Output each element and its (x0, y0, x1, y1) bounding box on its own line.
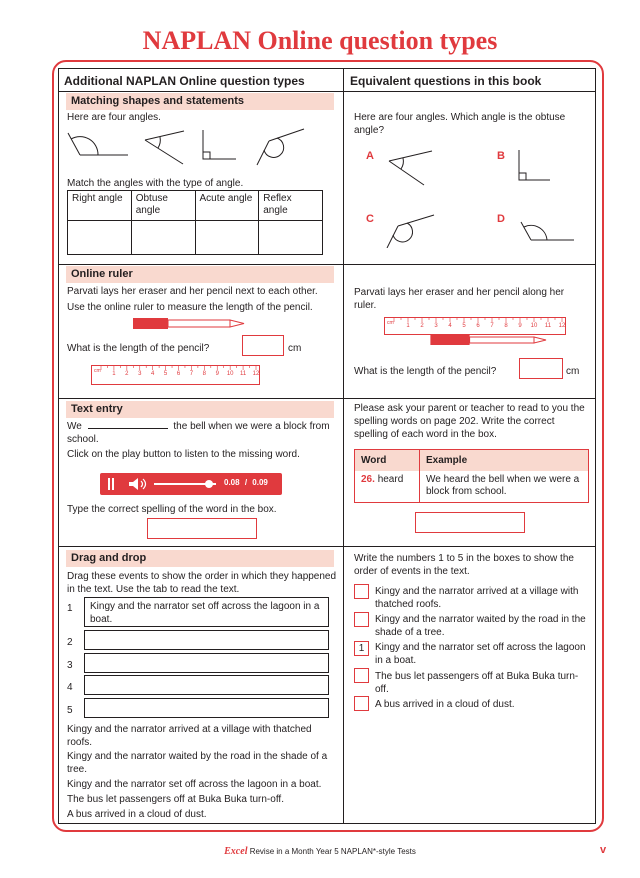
ruler-line1: Parvati lays her eraser and her pencil next to each other. (67, 286, 318, 297)
ruler-tick-label: 6 (176, 371, 181, 377)
column-header-right: Equivalent questions in this book (350, 74, 542, 88)
ruler-body (92, 366, 260, 385)
ruler-tick-label: 9 (518, 323, 522, 329)
draggable-event-4[interactable]: The bus let passengers off at Buka Buka turn-off. (67, 794, 284, 805)
draggable-event-1[interactable]: Kingy and the narrator arrived at a village with thatched roofs. (67, 724, 312, 748)
example-column-header: Example (420, 450, 589, 471)
acute-angle-shape (145, 131, 184, 164)
sentence-end: the bell when we were a block from school. (67, 421, 330, 445)
label-c: C (366, 213, 374, 225)
row-divider (58, 398, 596, 399)
page-number: v (600, 844, 607, 856)
type-instruction: Type the correct spelling of the word in the box. (67, 504, 277, 515)
drop-cell-reflex[interactable] (259, 221, 323, 255)
order-right-instruction: Write the numbers 1 to 5 in the boxes to show the order of events in the text. (354, 553, 574, 577)
ruler-eraser-pencil (430, 335, 546, 345)
reflex-angle-c (387, 215, 434, 248)
ruler-tick-label: 8 (504, 323, 508, 329)
section-heading-text-entry: Text entry (66, 401, 334, 418)
slot-number-1: 1 (67, 603, 73, 614)
drop-slot-5[interactable] (84, 698, 329, 718)
time-current: 0.08 (224, 478, 240, 487)
ruler-right-unit: cm (566, 366, 580, 377)
order-item-4: The bus let passengers off at Buka Buka turn-off. (375, 671, 579, 695)
page-title: NAPLAN Online question types (142, 26, 498, 55)
ruler-tick-label: 12 (558, 323, 566, 329)
header-acute-angle: Acute angle (195, 191, 259, 221)
ruler-tick-label: 10 (226, 371, 234, 377)
order-box-3[interactable]: 1 (354, 641, 369, 656)
row-divider (58, 91, 596, 92)
drop-cell-right[interactable] (68, 221, 132, 255)
book-ruler (384, 316, 566, 350)
footer-brand: Excel (224, 846, 248, 857)
text-entry-instruction: Click on the play button to listen to the missing word. (67, 449, 300, 460)
spelling-word-table (354, 449, 589, 503)
matching-intro: Here are four angles. (67, 112, 161, 123)
obtuse-angle-d (521, 222, 574, 240)
row-divider (58, 264, 596, 265)
order-item-1: Kingy and the narrator arrived at a village with thatched roofs. (375, 586, 579, 610)
slot-number-4: 4 (67, 682, 73, 693)
eraser-shape (430, 335, 469, 345)
pause-icon-bar (112, 478, 114, 490)
spelling-input[interactable] (147, 518, 257, 539)
slot-number-5: 5 (67, 705, 73, 716)
word-number: 26. (361, 473, 375, 485)
drop-cell-obtuse[interactable] (131, 221, 195, 255)
ruler-right-answer-box[interactable] (519, 358, 563, 379)
header-right-angle: Right angle (68, 191, 132, 221)
column-divider (343, 68, 344, 824)
word-text: heard (377, 473, 404, 485)
ruler-right-question: What is the length of the pencil? (354, 366, 497, 377)
slot-number-2: 2 (67, 637, 73, 648)
label-b: B (497, 150, 505, 162)
eraser-shape (133, 318, 168, 329)
pencil-body (470, 337, 534, 343)
section-heading-drag-drop: Drag and drop (66, 550, 334, 567)
ruler-tick-label: 2 (125, 371, 129, 377)
slot1-event-text[interactable]: Kingy and the narrator set off across the lagoon in a boat. (90, 601, 320, 625)
row-divider (58, 546, 596, 547)
column-header-left: Additional NAPLAN Online question types (64, 74, 305, 88)
order-item-2: Kingy and the narrator waited by the road in the shade of a tree. (375, 614, 586, 638)
online-ruler[interactable] (91, 364, 260, 386)
online-ruler-graphic (91, 364, 260, 386)
audio-player (100, 473, 282, 495)
label-a: A (366, 150, 374, 162)
section-heading-ruler: Online ruler (66, 266, 334, 283)
order-box-2[interactable] (354, 612, 369, 627)
ruler-tick-label: 6 (476, 323, 480, 329)
ruler-tick-label: 11 (544, 323, 552, 329)
progress-knob[interactable] (205, 480, 213, 488)
spelling-answer-box[interactable] (415, 512, 525, 533)
example-text: We heard the bell when we were a block from school. (420, 471, 589, 503)
order-box-5[interactable] (354, 696, 369, 711)
ruler-tick-label: 7 (189, 371, 194, 377)
slot-number-3: 3 (67, 660, 73, 671)
pencil-tip (534, 337, 546, 343)
drop-slot-1[interactable] (84, 597, 329, 627)
ruler-unit-label: cm (387, 320, 394, 326)
ruler-tick-label: 5 (462, 323, 466, 329)
word-column-header: Word (355, 450, 420, 471)
header-obtuse-angle: Obtuse angle (131, 191, 195, 221)
sentence-start: We (67, 421, 82, 432)
time-total: 0.09 (252, 478, 268, 487)
header-reflex-angle: Reflex angle (259, 191, 323, 221)
order-box-4[interactable] (354, 668, 369, 683)
ruler-answer-input[interactable] (242, 335, 284, 356)
time-readout (224, 478, 268, 487)
spelling-right-instruction: Please ask your parent or teacher to read to you the spelling words on page 202. Write the correct spelling of each word in the box. (354, 403, 585, 440)
eraser-and-pencil (132, 317, 252, 331)
ruler-tick-label: 1 (112, 371, 116, 377)
order-box-1[interactable] (354, 584, 369, 599)
order-item-5: A bus arrived in a cloud of dust. (375, 699, 515, 710)
missing-word-blank (88, 420, 168, 429)
ruler-right-intro: Parvati lays her eraser and her pencil along her ruler. (354, 287, 565, 311)
drop-slot-4[interactable] (84, 675, 329, 695)
angle-type-table (67, 190, 323, 255)
ruler-question: What is the length of the pencil? (67, 343, 210, 354)
pencil-tip (230, 320, 244, 327)
reflex-angle-shape (257, 129, 304, 165)
drop-slot-3[interactable] (84, 653, 329, 673)
draggable-event-3[interactable]: Kingy and the narrator set off across the lagoon in a boat. (67, 779, 322, 790)
ruler-tick-label: 8 (202, 371, 207, 377)
ruler-tick-label: 5 (163, 371, 168, 377)
footer (0, 846, 640, 857)
ruler-tick-label: 9 (215, 371, 219, 377)
drag-instruction: Drag these events to show the order in which they happened in the text. Use the tab to read the text. (67, 571, 337, 595)
drop-slot-2[interactable] (84, 630, 329, 650)
ruler-tick-label: 4 (150, 371, 155, 377)
ruler-tick-label: 7 (490, 323, 494, 329)
matching-instruction: Match the angles with the type of angle. (67, 178, 244, 189)
text-entry-sentence (67, 420, 341, 446)
angles-row-online (64, 126, 324, 166)
acute-angle-a (389, 151, 432, 185)
drop-cell-acute[interactable] (195, 221, 259, 255)
label-d: D (497, 213, 505, 225)
matching-right-question: Here are four angles. Which angle is the obtuse angle? (354, 112, 566, 136)
draggable-event-2[interactable]: Kingy and the narrator waited by the road in the shade of a tree. (67, 751, 328, 775)
section-heading-matching: Matching shapes and statements (66, 93, 334, 110)
ruler-tick-label: 3 (434, 323, 438, 329)
ruler-line2: Use the online ruler to measure the length of the pencil. (67, 302, 313, 313)
right-angle-shape (203, 130, 236, 159)
ruler-tick-label: 4 (448, 323, 452, 329)
ruler-tick-label: 12 (252, 371, 260, 377)
book-ruler-graphic (384, 316, 566, 350)
ruler-tick-label: 3 (138, 371, 142, 377)
pause-icon[interactable] (108, 478, 110, 490)
ruler-tick-label: 10 (530, 323, 538, 329)
obtuse-angle-shape (68, 133, 128, 155)
ruler-tick-label: 11 (239, 371, 247, 377)
draggable-event-5[interactable]: A bus arrived in a cloud of dust. (67, 809, 207, 820)
ruler-unit-label: cm (94, 368, 101, 374)
order-item-3: Kingy and the narrator set off across the lagoon in a boat. (375, 642, 586, 666)
ruler-tick-label: 2 (420, 323, 424, 329)
right-angle-b (519, 150, 550, 180)
ruler-answer-unit: cm (288, 343, 302, 354)
ruler-tick-label: 1 (406, 323, 410, 329)
footer-text: Revise in a Month Year 5 NAPLAN*-style Tests (249, 847, 416, 856)
angles-book (378, 144, 578, 248)
time-separator: / (244, 478, 248, 487)
speaker-icon[interactable] (128, 477, 148, 491)
pencil-body (168, 320, 230, 327)
ruler-body (385, 318, 566, 335)
